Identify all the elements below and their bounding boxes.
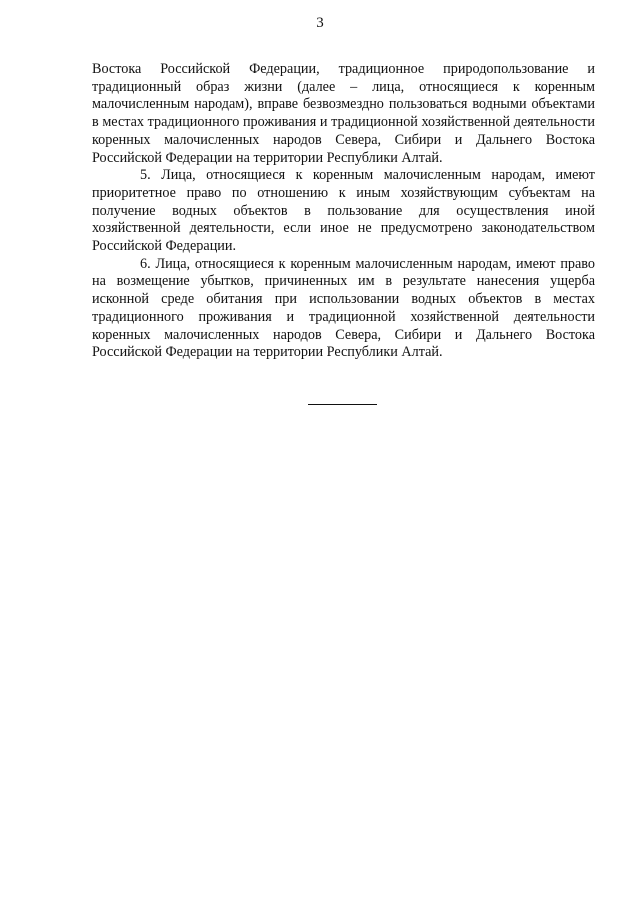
end-of-document-rule xyxy=(308,404,377,405)
document-body xyxy=(92,61,595,362)
page-number: 3 xyxy=(316,15,324,31)
paragraph-item-6: 6. Лица, относящиеся к коренным малочисленным народам, имеют право на возмещение убытков, причиненных им в результате нанесения ущерба исконной среде обитания при использовании водных объектов в местах традиционного проживания и традиционной хозяйственной деятельности коренных малочисленных народов Севера, Сибири и Дальнего Востока Российской Федерации на территории Республики Алтай. xyxy=(92,255,595,361)
paragraph-continuation: Востока Российской Федерации, традиционное природопользование и традиционный образ жизни (далее – лица, относящиеся к коренным малочисленным народам), вправе безвозмездно пользоваться водными объектами в местах традиционного проживания и традиционной хозяйственной деятельности коренных малочисленных народов Севера, Сибири и Дальнего Востока Российской Федерации на территории Республики Алтай. xyxy=(92,61,595,166)
paragraph-item-5: 5. Лица, относящиеся к коренным малочисленным народам, имеют приоритетное право по отношению к иным хозяйствующим субъектам на получение водных объектов в пользование для осуществления иной хозяйственной деятельности, если иное не предусмотрено законодательством Российской Федерации. xyxy=(92,167,595,255)
